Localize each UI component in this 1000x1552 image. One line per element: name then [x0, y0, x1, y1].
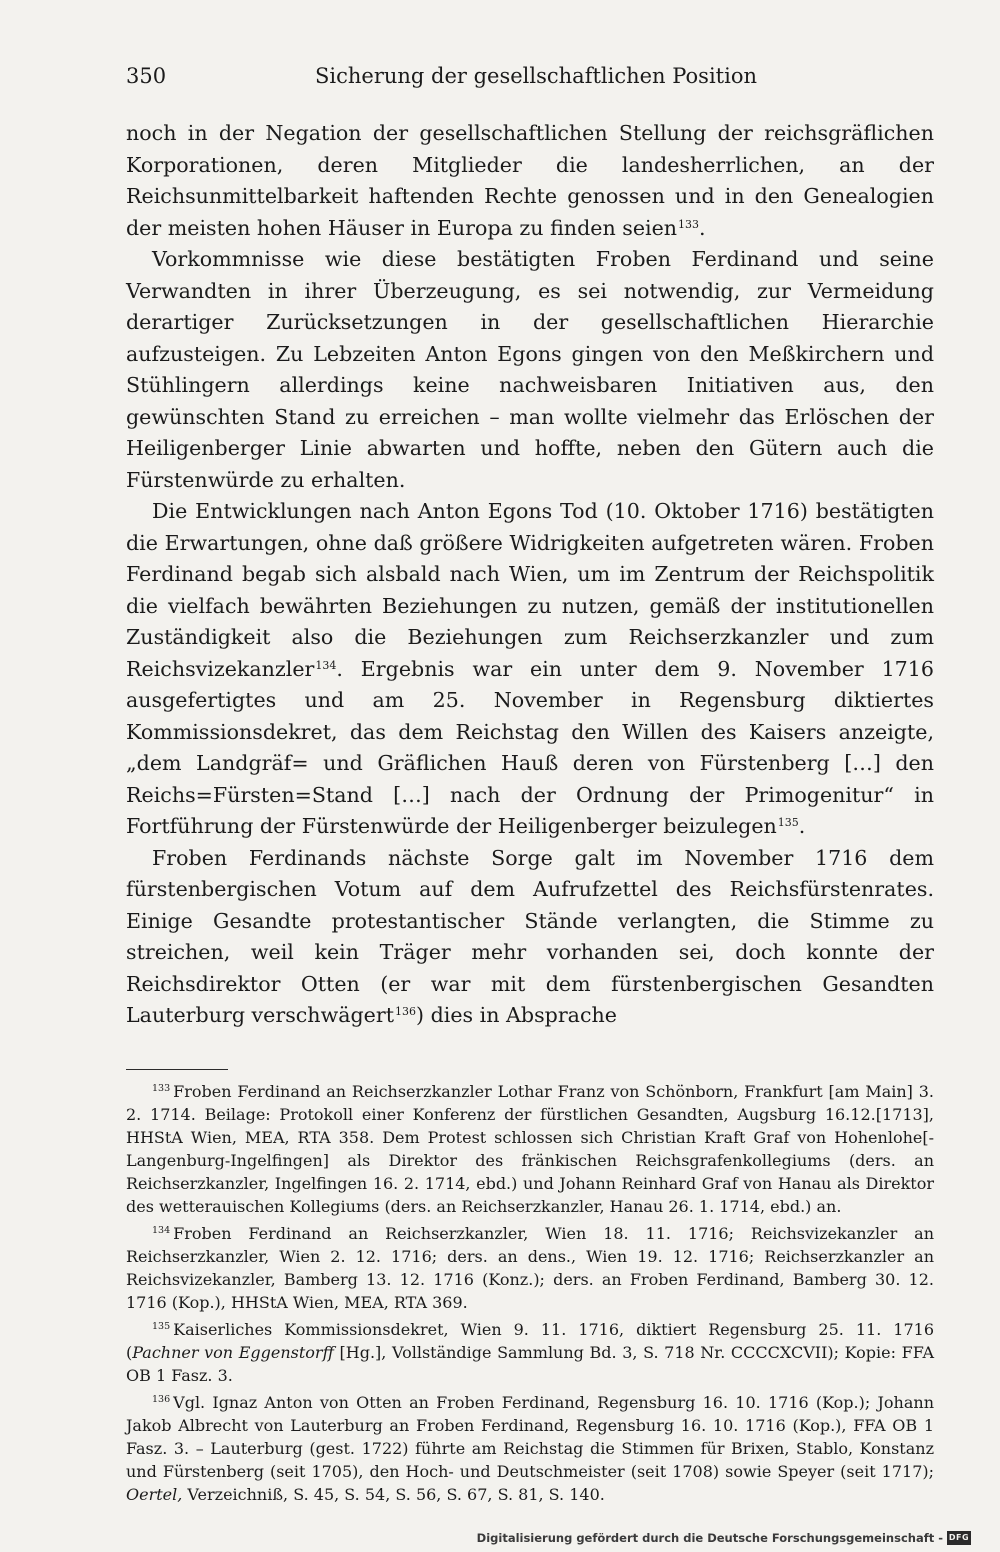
main-text: [126, 118, 934, 1032]
footnote-ref-136[interactable]: 136: [394, 1005, 416, 1018]
running-title: Sicherung der gesellschaftlichen Position: [315, 64, 757, 88]
footnote-ref-133[interactable]: 133: [678, 217, 700, 231]
dfg-logo-icon: DFG: [947, 1531, 971, 1545]
paragraph-2: Vorkommnisse wie diese bestätigten Froben Ferdinand und seine Verwandten in ihrer Überzeugung, es sei notwendig, zur Vermeidung derartiger Zurücksetzungen in der gesellschaftlichen Hierarchie aufzusteigen. Zu Lebzeiten Anton Egons gingen von den Meßkirchern und Stühlingern allerdings keine nachweisbaren Initiativen aus, den gewünschten Stand zu erreichen – man wollte vielmehr das Erlöschen der Heiligenberger Linie abwarten und hoffte, neben den Gütern auch die Fürstenwürde zu erhalten.: [126, 247, 934, 492]
paragraph-1: noch in der Negation der gesellschaftlichen Stellung der reichsgräflichen Korporationen, deren Mitglieder die landesherrlichen, an der Reichsunmittelbarkeit haftenden Rechte genossen und in den Genealogien der meisten hohen Häuser in Europa zu finden seien$^{133}$.: [126, 121, 934, 240]
paragraph-4: Froben Ferdinands nächste Sorge galt im November 1716 dem fürstenbergischen Votum auf dem Aufrufzettel des Reichsfürstenrates. Einige Gesandte protestantischer Stände verlangten, die Stimme zu streichen, weil kein Träger mehr vorhanden sei, doch konnte der Reichsdirektor Otten (er war mit dem fürstenbergischen Gesandten Lauterburg verschwägert$^{136}$) dies in Absprache: [126, 845, 934, 1027]
paragraph-3: Die Entwicklungen nach Anton Egons Tod (10. Oktober 1716) bestätigten die Erwartungen, ohne daß größere Widrigkeiten aufgetreten wären. Froben Ferdinand begab sich alsbald nach Wien, um im Zentrum der Reichspolitik die vielfach bewährten Beziehungen zu nutzen, gemäß der institutionellen Zuständigkeit also die Beziehungen zum Reichserzkanzler und zum Reichsvizekanzler$^{134}$. Ergebnis war ein unter dem 9. November 1716 ausgefertigtes und am 25. November in Regensburg diktiertes Kommissionsdekret, das dem Reichstag den Willen des Kaisers anzeigte, „dem Landgräf= und Gräflichen Hauß deren von Fürstenberg […] den Reichs=Fürsten=Stand […] nach der Ordnung der Primogenitur“ in Fortführung der Fürstenwürde der Heiligenberger beizulegen$^{135}$.: [126, 499, 934, 838]
footnote-ref-134[interactable]: 134: [315, 658, 337, 672]
book-page: [126, 58, 934, 1510]
footnote-divider: [126, 1069, 228, 1070]
credit-text: Digitalisierung gefördert durch die Deutsche Forschungsgemeinschaft -: [476, 1531, 943, 1545]
page-header: [126, 58, 934, 98]
footnote-135: $^{135}$ Kaiserliches Kommissionsdekret, Wien 9. 11. 1716, diktiert Regensburg 25. 11. 1716 (Pachner von Eggenstorff [Hg.], Vollständige Sammlung Bd. 3, S. 718 Nr. CCCCXCVII); Kopie: FFA OB 1 Fasz. 3.: [126, 1319, 934, 1385]
footnote-133: $^{133}$ Froben Ferdinand an Reichserzkanzler Lothar Franz von Schönborn, Frankfurt [am Main] 3. 2. 1714. Beilage: Protokoll einer Konferenz der fürstlichen Gesandten, Augsburg 16.12.[1713], HHStA Wien, MEA, RTA 358. Dem Protest schlossen sich Christian Kraft Graf von Hohenlohe[-Langenburg-Ingelfingen] als Direktor des fränkischen Reichsgrafenkollegiums (ders. an Reichserzkanzler, Ingelfingen 16. 2. 1714, ebd.) und Johann Reinhard Graf von Hanau als Direktor des wetterauischen Kollegiums (ders. an Reichserzkanzler, Hanau 26. 1. 1714, ebd.) an.: [126, 1081, 934, 1216]
digitization-credit: [477, 1530, 971, 1546]
page-number: 350: [126, 64, 167, 88]
footnotes: [126, 1080, 934, 1506]
footnote-136: $^{136}$ Vgl. Ignaz Anton von Otten an Froben Ferdinand, Regensburg 16. 10. 1716 (Kop.); Johann Jakob Albrecht von Lauterburg an Froben Ferdinand, Regensburg 16. 10. 1716 (Kop.), FFA OB 1 Fasz. 3. – Lauterburg (gest. 1722) führte am Reichstag die Stimmen für Brixen, Stablo, Konstanz und Fürstenberg (seit 1705), den Hoch- und Deutschmeister (seit 1708) sowie Speyer (seit 1717); Oertel, Verzeichniß, S. 45, S. 54, S. 56, S. 67, S. 81, S. 140.: [126, 1392, 934, 1504]
footnote-134: $^{134}$ Froben Ferdinand an Reichserzkanzler, Wien 18. 11. 1716; Reichsvizekanzler an Reichserzkanzler, Wien 2. 12. 1716; ders. an dens., Wien 19. 12. 1716; Reichserzkanzler an Reichsvizekanzler, Bamberg 13. 12. 1716 (Konz.); ders. an Froben Ferdinand, Bamberg 30. 12. 1716 (Kop.), HHStA Wien, MEA, RTA 369.: [126, 1223, 934, 1312]
footnote-ref-135[interactable]: 135: [777, 816, 799, 829]
